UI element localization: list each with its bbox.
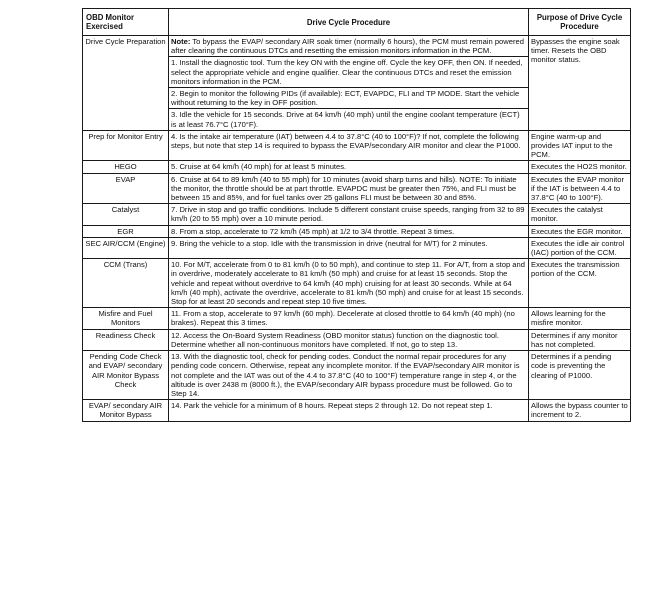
purpose-cell: Determines if any monitor has not completed.	[529, 329, 631, 350]
table-row	[83, 161, 631, 173]
procedure-step: 1. Install the diagnostic tool. Turn the key ON with the engine off. Cycle the key OFF, then ON. If needed, select the appropriate vehicle and engine qualifier. Clear the continuous DTCs and reset the emission monitors information in the PCM.	[169, 56, 528, 87]
procedure-cell	[169, 161, 529, 173]
procedure-step: 7. Drive in stop and go traffic conditions. Include 5 different constant cruise speeds, ranging from 32 to 89 km/h (20 to 55 mph) over a 10 minute period.	[171, 205, 525, 224]
procedure-cell	[169, 351, 529, 400]
table-row	[83, 36, 631, 131]
header-purpose: Purpose of Drive Cycle Procedure	[529, 9, 631, 36]
procedure-step: 4. Is the intake air temperature (IAT) between 4.4 to 37.8°C (40 to 100°F)? If not, complete the following steps, but note that step 14 is required to bypass the EVAP/secondary AIR monitor and clear the P1000.	[171, 131, 521, 151]
procedure-step: 13. With the diagnostic tool, check for pending codes. Conduct the normal repair procedures for any pending code concern. Otherwise, repeat any incomplete monitor. If the EVAP/secondary AIR monitor is not complete and the IAT was out of the 4.4 to 37.8°C (40 to 100°F) temperature range in step 4, or the altitude is over 2438 m (8000 ft.), the EVAP/secondary AIR bypass procedure must be followed. Go to Step 14.	[171, 352, 520, 398]
monitor-cell: Pending Code Check and EVAP/ secondary AIR Monitor Bypass Check	[83, 351, 169, 400]
monitor-cell: Readiness Check	[83, 329, 169, 350]
monitor-cell: HEGO	[83, 161, 169, 173]
purpose-cell: Executes the HO2S monitor.	[529, 161, 631, 173]
procedure-cell	[169, 259, 529, 308]
purpose-cell: Executes the transmission portion of the CCM.	[529, 259, 631, 308]
procedure-step: 8. From a stop, accelerate to 72 km/h (45 mph) at 1/2 to 3/4 throttle. Repeat 3 times.	[171, 226, 455, 236]
procedure-step: 14. Park the vehicle for a minimum of 8 hours. Repeat steps 2 through 12. Do not repeat step 1.	[171, 401, 493, 411]
table-row	[83, 308, 631, 329]
procedure-step: 10. For M/T, accelerate from 0 to 81 km/h (0 to 50 mph), and continue to step 11. For A/T, from a stop and in overdrive, moderately accelerate to 81 km/h (50 mph) and cruise for at least 15 seconds. Stop the vehicle and repeat without overdrive to 64 km/h (40 mph) cruising for at least 30 seconds. While at 64 km/h (40 mph), activate the overdrive, accelerate to 81 km/h (50 mph) and cruise for at least 15 seconds. Stop for at least 20 seconds and repeat step 10 five times.	[171, 260, 525, 307]
drive-cycle-table	[82, 8, 631, 422]
procedure-cell	[169, 400, 529, 421]
table-row	[83, 130, 631, 161]
table-row	[83, 237, 631, 258]
table-row	[83, 259, 631, 308]
procedure-step: 3. Idle the vehicle for 15 seconds. Drive at 64 km/h (40 mph) until the engine coolant temperature (ECT) is at least 76.7°C (170°F).	[169, 108, 528, 129]
purpose-cell: Executes the catalyst monitor.	[529, 204, 631, 225]
monitor-cell: SEC AIR/CCM (Engine)	[83, 237, 169, 258]
monitor-cell: EGR	[83, 225, 169, 237]
purpose-cell: Executes the idle air control (IAC) portion of the CCM.	[529, 237, 631, 258]
procedure-step: Note: To bypass the EVAP/ secondary AIR soak timer (normally 6 hours), the PCM must remain powered after clearing the continuous DTCs and resetting the emission monitors information in the PCM.	[171, 37, 524, 56]
procedure-step: 12. Access the On-Board System Readiness (OBD monitor status) function on the diagnostic tool. Determine whether all non-continuous monitors have completed. If not, go to step 13.	[171, 330, 499, 349]
note-label: Note:	[171, 37, 191, 46]
procedure-cell	[169, 36, 529, 131]
table-body	[83, 36, 631, 422]
procedure-cell	[169, 225, 529, 237]
procedure-step: 6. Cruise at 64 to 89 km/h (40 to 55 mph) for 10 minutes (avoid sharp turns and hills). NOTE: To initiate the monitor, the throttle should be at part throttle. EVAPDC must be greater then 75%, and FLI must be between 15 and 85%, and for fuel tanks over 25 gallons FLI must be between 30 and 85%.	[171, 174, 517, 203]
purpose-cell: Allows learning for the misfire monitor.	[529, 308, 631, 329]
procedure-step: 5. Cruise at 64 km/h (40 mph) for at least 5 minutes.	[171, 162, 347, 172]
monitor-cell: Prep for Monitor Entry	[83, 130, 169, 161]
monitor-cell: EVAP/ secondary AIR Monitor Bypass	[83, 400, 169, 421]
procedure-step: 2. Begin to monitor the following PIDs (if available): ECT, EVAPDC, FLI and TP MODE. Start the vehicle without returning to the key in OFF position.	[169, 87, 528, 108]
monitor-cell: Misfire and Fuel Monitors	[83, 308, 169, 329]
drive-cycle-document	[82, 8, 630, 422]
table-row	[83, 351, 631, 400]
procedure-cell	[169, 204, 529, 225]
table-row	[83, 204, 631, 225]
monitor-cell: Drive Cycle Preparation	[83, 36, 169, 131]
table-header-row	[83, 9, 631, 36]
procedure-cell	[169, 237, 529, 258]
purpose-cell: Allows the bypass counter to increment to 2.	[529, 400, 631, 421]
table-row	[83, 225, 631, 237]
header-procedure: Drive Cycle Procedure	[169, 9, 529, 36]
table-row	[83, 173, 631, 204]
procedure-step: 9. Bring the vehicle to a stop. Idle with the transmission in drive (neutral for M/T) for 2 minutes.	[171, 238, 488, 248]
monitor-cell: CCM (Trans)	[83, 259, 169, 308]
monitor-cell: EVAP	[83, 173, 169, 204]
monitor-cell: Catalyst	[83, 204, 169, 225]
purpose-cell: Executes the EVAP monitor if the IAT is between 4.4 to 37.8°C (40 to 100°F).	[529, 173, 631, 204]
procedure-cell	[169, 130, 529, 161]
procedure-cell	[169, 308, 529, 329]
header-monitor: OBD Monitor Exercised	[83, 9, 169, 36]
procedure-step: 11. From a stop, accelerate to 97 km/h (60 mph). Decelerate at closed throttle to 64 km/h (40 mph) (no brakes). Repeat this 3 times.	[171, 309, 515, 328]
table-row	[83, 400, 631, 421]
table-row	[83, 329, 631, 350]
purpose-cell: Determines if a pending code is preventing the clearing of P1000.	[529, 351, 631, 400]
procedure-cell	[169, 329, 529, 350]
procedure-cell	[169, 173, 529, 204]
purpose-cell: Engine warm-up and provides IAT input to the PCM.	[529, 130, 631, 161]
purpose-cell: Bypasses the engine soak timer. Resets the OBD monitor status.	[529, 36, 631, 131]
purpose-cell: Executes the EGR monitor.	[529, 225, 631, 237]
